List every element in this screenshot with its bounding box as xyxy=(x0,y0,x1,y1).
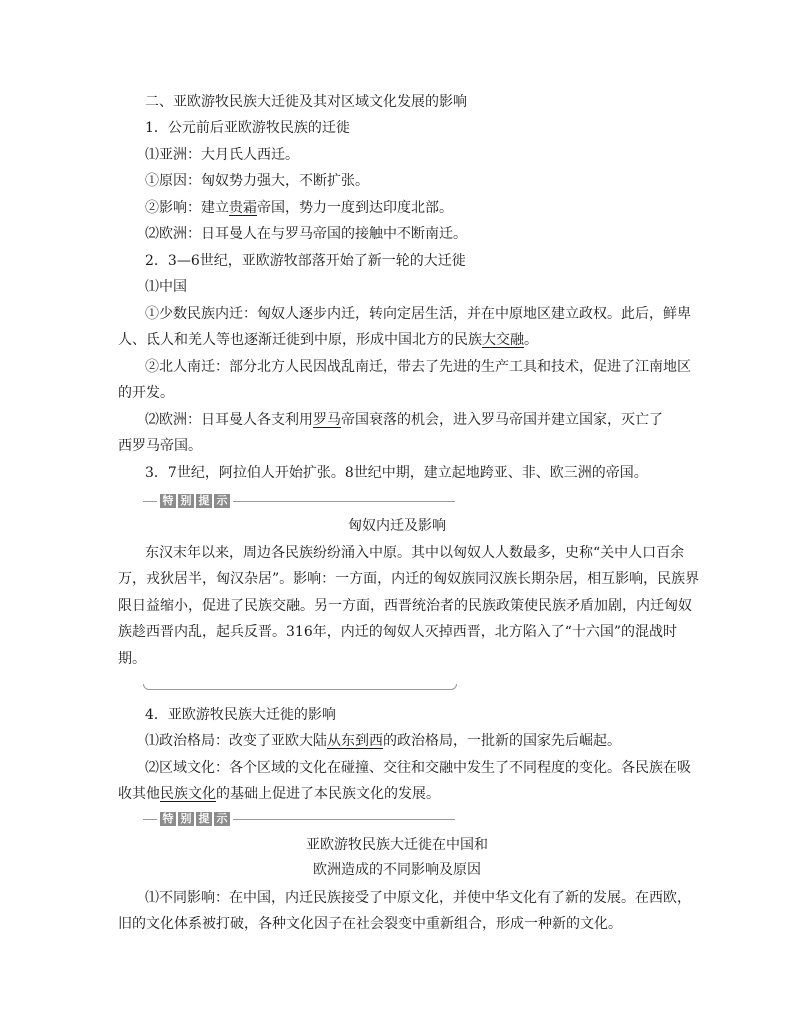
tip2-line-1: ⑴不同影响：在中国，内迁民族接受了中原文化，并使中华文化有了新的发展。在西欧， xyxy=(145,890,691,906)
tip-badge: 特 别 提 示 xyxy=(157,812,233,826)
tip1-line-1: 东汉末年以来，周边各民族纷纷涌入中原。其中以匈奴人人数最多，史称“关中人口百余 xyxy=(145,545,685,561)
tip1-line-2: 万，戎狄居半，匈汉杂居”。影响：一方面，内迁的匈奴族同汉族长期杂居，相互影响，民族界 xyxy=(118,571,700,587)
china-line: ⑴中国 xyxy=(145,279,187,295)
point-4-title: 4．亚欧游牧民族大迁徙的影响 xyxy=(145,707,336,723)
politics-line: ⑴政治格局：改变了亚欧大陆从东到西的政治格局，一批新的国家先后崛起。 xyxy=(145,733,621,749)
europe2-line-1: ⑵欧洲：日耳曼人各支利用罗马帝国衰落的机会，进入罗马帝国并建立国家，灭亡了 xyxy=(145,412,663,428)
point-1-title: 1．公元前后亚欧游牧民族的迁徙 xyxy=(145,120,350,136)
culture-line-1: ⑵区域文化：各个区域的文化在碰撞、交往和交融中发生了不同程度的变化。各民族在吸 xyxy=(145,760,691,776)
tip1-line-4: 族趁西晋内乱，起兵反晋。316年，内迁的匈奴人灭掉西晋，北方陷入了“十六国”的混战时 xyxy=(118,624,678,640)
europe-line: ⑵欧洲：日耳曼人在与罗马帝国的接触中不断南迁。 xyxy=(145,226,467,242)
tip-badge: 特 别 提 示 xyxy=(157,494,233,508)
influence-line: ②影响：建立贵霜帝国，势力一度到达印度北部。 xyxy=(145,200,453,216)
minority-line-2: 人、氐人和羌人等也逐渐迁徙到中原，形成中国北方的民族大交融。 xyxy=(118,332,538,348)
tip-header-1 xyxy=(143,494,455,508)
culture-line-2: 收其他民族文化的基础上促进了本民族文化的发展。 xyxy=(118,786,440,802)
tip1-title: 匈奴内迁及影响 xyxy=(348,518,446,534)
tip1-line-5: 期。 xyxy=(118,651,146,667)
cause-line: ①原因：匈奴势力强大，不断扩张。 xyxy=(145,173,369,189)
tip2-title-1: 亚欧游牧民族大迁徙在中国和 xyxy=(306,837,488,853)
point-3: 3．7世纪，阿拉伯人开始扩张。8世纪中期，建立起地跨亚、非、欧三洲的帝国。 xyxy=(145,465,648,481)
point-2-title: 2．3—6世纪，亚欧游牧部落开始了新一轮的大迁徙 xyxy=(145,253,466,269)
section-heading: 二、亚欧游牧民族大迁徙及其对区域文化发展的影响 xyxy=(145,94,467,110)
tip1-line-3: 限日益缩小，促进了民族交融。另一方面，西晋统治者的民族政策使民族矛盾加剧，内迁匈奴 xyxy=(118,598,692,614)
tip2-line-2: 旧的文化体系被打破，各种文化因子在社会裂变中重新组合，形成一种新的文化。 xyxy=(118,916,622,932)
minority-line-1: ①少数民族内迁：匈奴人逐步内迁，转向定居生活，并在中原地区建立政权。此后，鲜卑 xyxy=(145,306,691,322)
blank-answer: 罗马 xyxy=(313,412,341,428)
europe2-line-2: 西罗马帝国。 xyxy=(118,438,202,454)
blank-answer: 民族文化 xyxy=(160,786,216,802)
blank-answer: 从东到西 xyxy=(327,733,383,749)
tip-header-2 xyxy=(143,812,455,826)
tip-footer-1 xyxy=(143,684,457,690)
blank-answer: 大交融 xyxy=(482,332,524,348)
tip2-title-2: 欧洲造成的不同影响及原因 xyxy=(313,862,481,878)
north-line-1: ②北人南迁：部分北方人民因战乱南迁，带去了先进的生产工具和技术，促进了江南地区 xyxy=(145,359,691,375)
asia-line: ⑴亚洲：大月氏人西迁。 xyxy=(145,147,299,163)
blank-answer: 贵霜 xyxy=(229,200,257,216)
north-line-2: 的开发。 xyxy=(118,385,174,401)
